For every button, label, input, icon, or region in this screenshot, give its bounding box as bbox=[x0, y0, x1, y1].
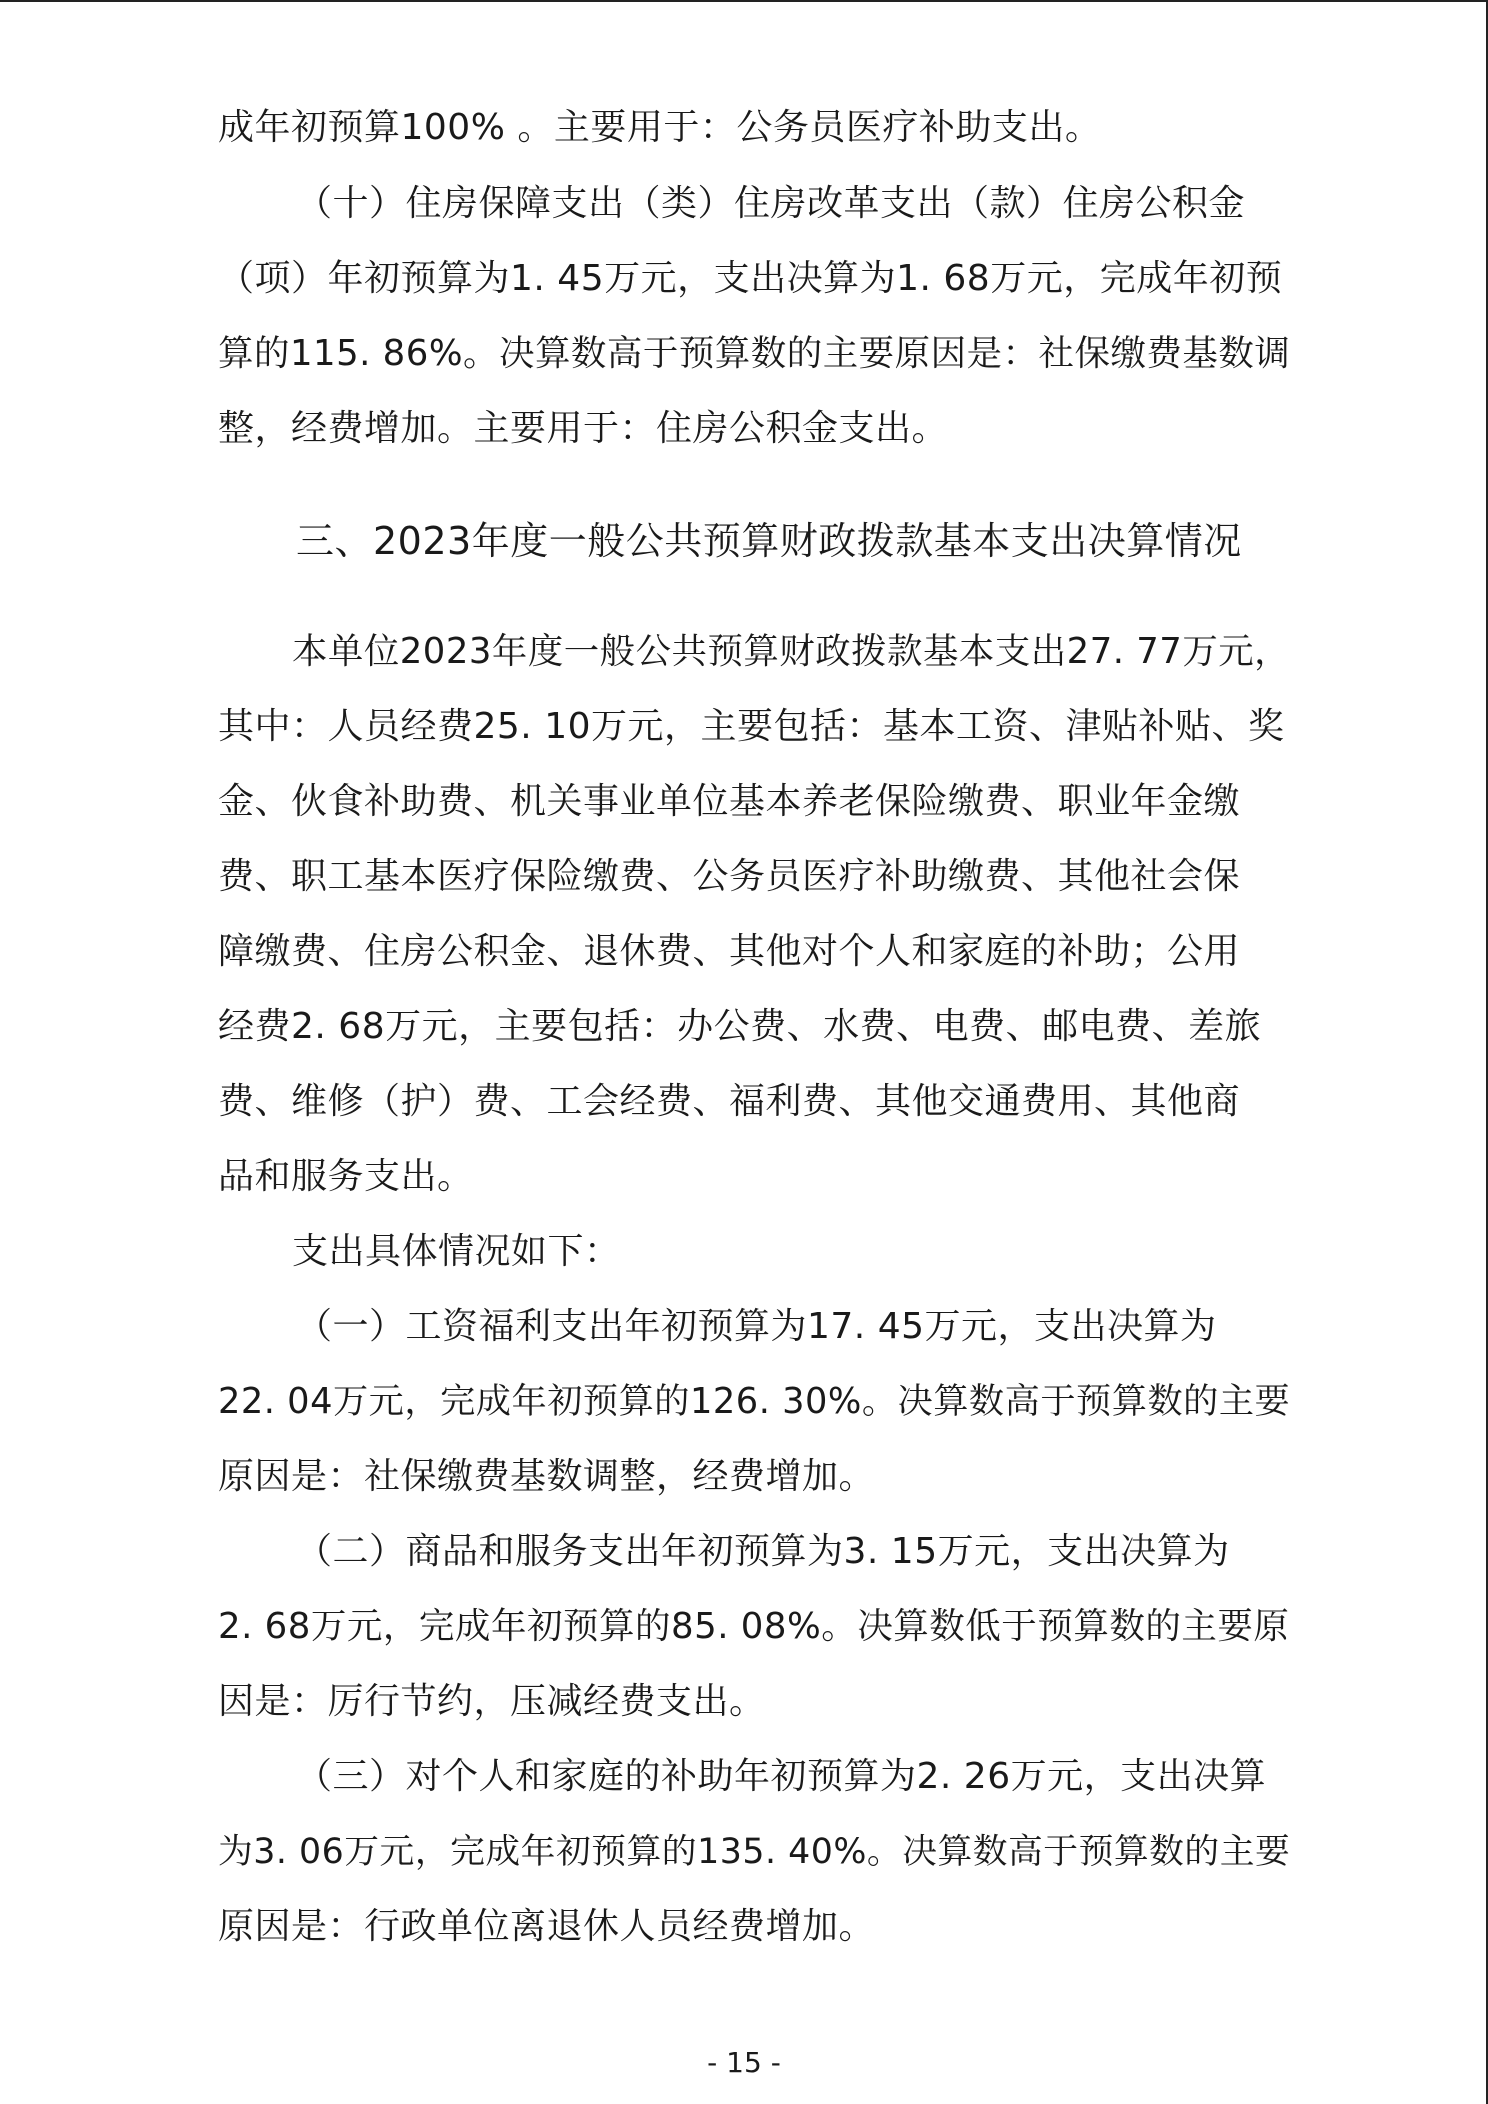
paragraph-line: 障缴费、住房公积金、退休费、其他对个人和家庭的补助；公用 bbox=[218, 931, 1241, 972]
paragraph-line: 算的115. 86%。决算数高于预算数的主要原因是：社保缴费基数调 bbox=[218, 333, 1291, 374]
paragraph-line: 金、伙食补助费、机关事业单位基本养老保险缴费、职业年金缴 bbox=[218, 781, 1241, 822]
paragraph-line: 原因是：社保缴费基数调整，经费增加。 bbox=[218, 1456, 876, 1497]
page-border-top bbox=[0, 0, 1488, 2]
paragraph-line: 原因是：行政单位离退休人员经费增加。 bbox=[218, 1906, 876, 1947]
paragraph-line: （三）对个人和家庭的补助年初预算为2. 26万元，支出决算 bbox=[296, 1756, 1267, 1797]
page-number: - 15 - bbox=[707, 2046, 781, 2079]
paragraph-line: 支出具体情况如下： bbox=[292, 1231, 621, 1272]
paragraph-line: 费、职工基本医疗保险缴费、公务员医疗补助缴费、其他社会保 bbox=[218, 856, 1241, 897]
paragraph-line: 成年初预算100% 。主要用于：公务员医疗补助支出。 bbox=[218, 107, 1102, 148]
paragraph-line: 为3. 06万元，完成年初预算的135. 40%。决算数高于预算数的主要 bbox=[218, 1832, 1291, 1872]
paragraph-line: 其中：人员经费25. 10万元，主要包括：基本工资、津贴补贴、奖 bbox=[218, 706, 1285, 747]
paragraph-line: （一）工资福利支出年初预算为17. 45万元，支出决算为 bbox=[296, 1306, 1217, 1347]
paragraph-line: 整，经费增加。主要用于：住房公积金支出。 bbox=[218, 408, 949, 449]
section-heading: 三、2023年度一般公共预算财政拨款基本支出决算情况 bbox=[296, 519, 1242, 563]
paragraph-line: 因是：厉行节约，压减经费支出。 bbox=[218, 1681, 766, 1722]
paragraph-line: 2. 68万元，完成年初预算的85. 08%。决算数低于预算数的主要原 bbox=[218, 1606, 1290, 1647]
paragraph-line: 经费2. 68万元，主要包括：办公费、水费、电费、邮电费、差旅 bbox=[218, 1006, 1262, 1047]
paragraph-line: （项）年初预算为1. 45万元，支出决算为1. 68万元，完成年初预 bbox=[218, 258, 1283, 299]
paragraph-line: 品和服务支出。 bbox=[218, 1156, 474, 1197]
paragraph-line: 22. 04万元，完成年初预算的126. 30%。决算数高于预算数的主要 bbox=[218, 1381, 1291, 1422]
paragraph-line: 费、维修（护）费、工会经费、福利费、其他交通费用、其他商 bbox=[218, 1081, 1241, 1122]
paragraph-line: 本单位2023年度一般公共预算财政拨款基本支出27. 77万元， bbox=[292, 631, 1291, 672]
paragraph-line: （二）商品和服务支出年初预算为3. 15万元，支出决算为 bbox=[296, 1531, 1230, 1572]
paragraph-line: （十）住房保障支出（类）住房改革支出（款）住房公积金 bbox=[296, 183, 1246, 224]
